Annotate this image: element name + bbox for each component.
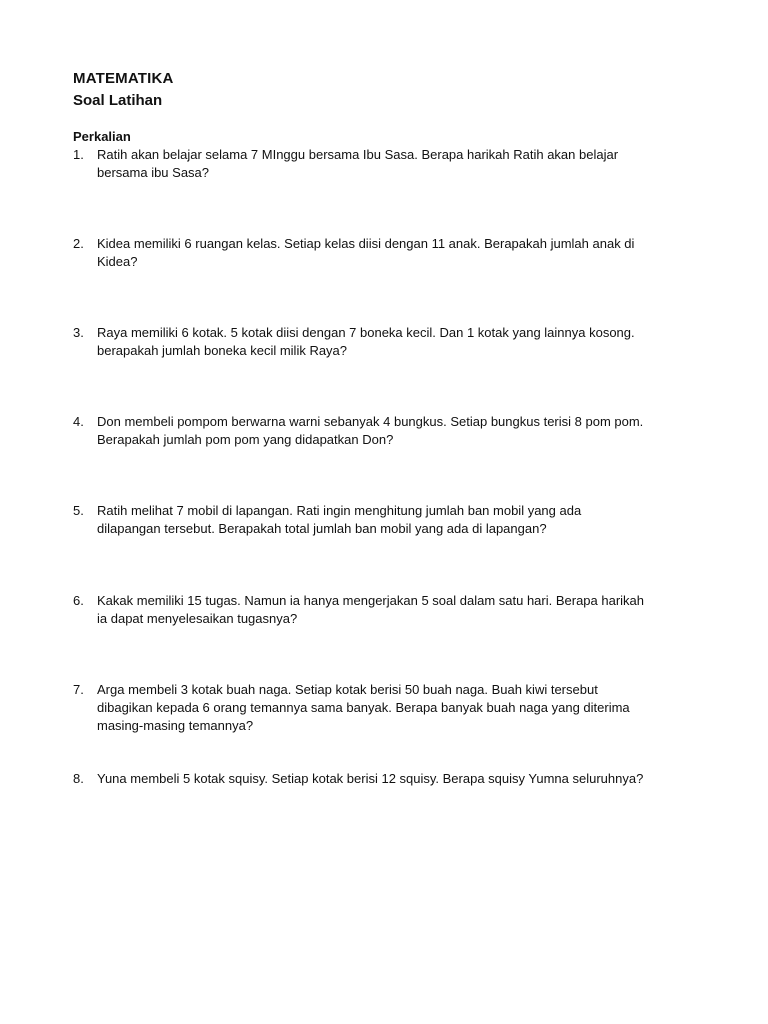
question-text — [97, 146, 713, 182]
question-number: 1. — [73, 147, 84, 162]
question-number: 6. — [73, 593, 84, 608]
question-line: bersama ibu Sasa? — [97, 165, 210, 180]
question-line: Kidea? — [97, 254, 138, 269]
question-number: 3. — [73, 325, 84, 340]
question-line: berapakah jumlah boneka kecil milik Raya? — [97, 343, 348, 358]
question-item — [73, 502, 713, 538]
question-item — [73, 770, 713, 788]
question-item — [73, 324, 713, 360]
question-text — [97, 681, 713, 735]
question-line: ia dapat menyelesaikan tugasnya? — [97, 611, 298, 626]
question-number: 7. — [73, 682, 84, 697]
question-item — [73, 146, 713, 182]
question-line: Kidea memiliki 6 ruangan kelas. Setiap kelas diisi dengan 11 anak. Berapakah jumlah anak di — [97, 236, 635, 251]
question-number: 2. — [73, 236, 84, 251]
question-item — [73, 413, 713, 449]
question-item — [73, 592, 713, 628]
question-line: Arga membeli 3 kotak buah naga. Setiap kotak berisi 50 buah naga. Buah kiwi tersebut — [97, 682, 598, 697]
section-heading: Perkalian — [73, 129, 131, 144]
question-text — [97, 413, 713, 449]
question-text — [97, 502, 713, 538]
question-line: Berapakah jumlah pom pom yang didapatkan Don? — [97, 432, 394, 447]
question-number: 5. — [73, 503, 84, 518]
question-line: Kakak memiliki 15 tugas. Namun ia hanya mengerjakan 5 soal dalam satu hari. Berapa harikah — [97, 593, 645, 608]
question-line: masing-masing temannya? — [97, 718, 254, 733]
question-item — [73, 681, 713, 735]
question-line: Ratih akan belajar selama 7 MInggu bersama Ibu Sasa. Berapa harikah Ratih akan belajar — [97, 147, 619, 162]
question-line: dilapangan tersebut. Berapakah total jumlah ban mobil yang ada di lapangan? — [97, 521, 547, 536]
question-line: Ratih melihat 7 mobil di lapangan. Rati ingin menghitung jumlah ban mobil yang ada — [97, 503, 582, 518]
document-subtitle: Soal Latihan — [73, 92, 163, 109]
question-text — [97, 592, 713, 628]
document-title: MATEMATIKA — [73, 70, 174, 87]
question-text — [97, 235, 713, 271]
question-item — [73, 235, 713, 271]
question-line: Don membeli pompom berwarna warni sebanyak 4 bungkus. Setiap bungkus terisi 8 pom pom. — [97, 414, 644, 429]
question-line: dibagikan kepada 6 orang temannya sama banyak. Berapa banyak buah naga yang diterima — [97, 700, 630, 715]
question-line: Yuna membeli 5 kotak squisy. Setiap kotak berisi 12 squisy. Berapa squisy Yumna seluruhnya? — [97, 771, 644, 786]
question-number: 4. — [73, 414, 84, 429]
question-text — [97, 324, 713, 360]
question-line: Raya memiliki 6 kotak. 5 kotak diisi dengan 7 boneka kecil. Dan 1 kotak yang lainnya kosong. — [97, 325, 635, 340]
question-number: 8. — [73, 771, 84, 786]
question-text — [97, 770, 713, 788]
